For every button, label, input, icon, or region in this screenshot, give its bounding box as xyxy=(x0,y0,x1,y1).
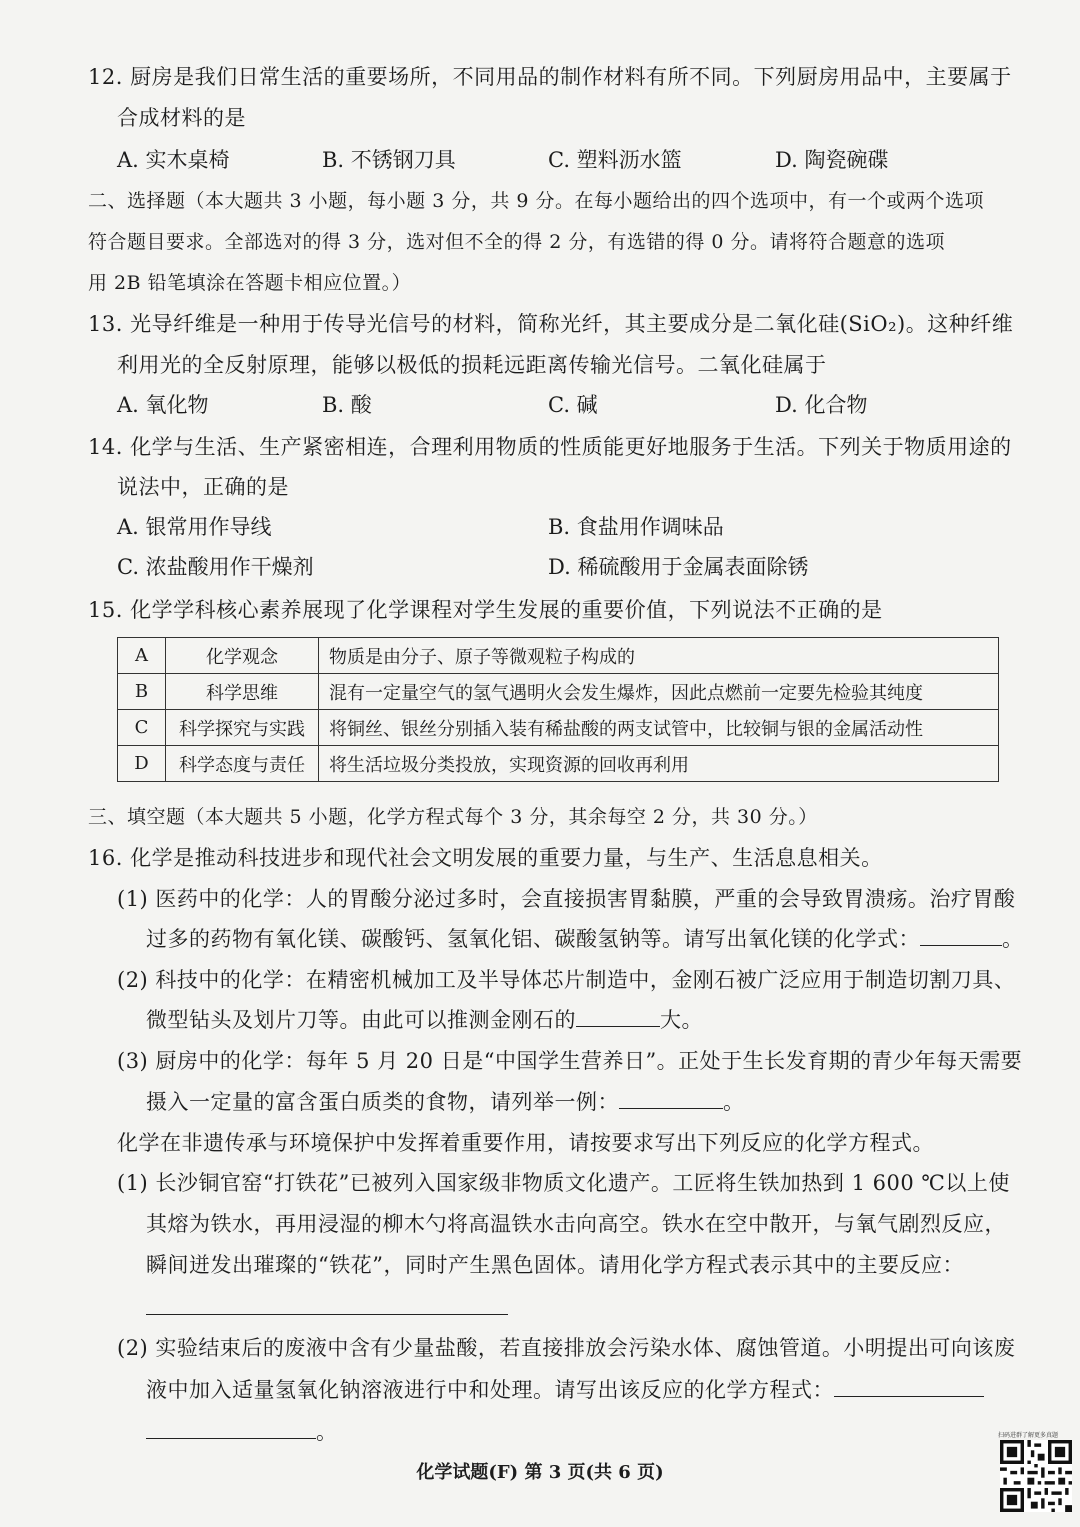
row-statement: 将生活垃圾分类投放，实现资源的回收再利用 xyxy=(319,746,999,782)
q16-part3-text: 摄入一定量的富含蛋白质类的食物，请列举一例： xyxy=(146,1090,619,1114)
q14-option-a: A. 银常用作导线 xyxy=(117,515,272,539)
q16-part1-line2 xyxy=(146,924,1024,954)
row-statement: 将铜丝、银丝分别插入装有稀盐酸的两支试管中，比较铜与银的金属活动性 xyxy=(319,710,999,746)
q17-part2-line3 xyxy=(146,1417,338,1447)
q16-part2-text: 微型钻头及划片刀等。由此可以推测金刚石的 xyxy=(146,1008,576,1032)
row-statement: 混有一定量空气的氢气遇明火会发生爆炸，因此点燃前一定要先检验其纯度 xyxy=(319,674,999,710)
row-key: B xyxy=(118,674,166,710)
q15-table xyxy=(117,637,999,782)
q14-stem-line1: 14. 化学与生活、生产紧密相连，合理利用物质的性质能更好地服务于生活。下列关于物质用途的 xyxy=(88,435,1012,459)
row-aspect: 科学探究与实践 xyxy=(166,710,319,746)
q17-part1-line2: 其熔为铁水，再用浸湿的柳木勺将高温铁水击向高空。铁水在空中散开，与氧气剧烈反应， xyxy=(146,1212,1006,1236)
q14-option-c: C. 浓盐酸用作干燥剂 xyxy=(117,555,314,579)
row-key: D xyxy=(118,746,166,782)
q16-part3-line2 xyxy=(146,1087,745,1117)
row-key: C xyxy=(118,710,166,746)
q14-option-d: D. 稀硫酸用于金属表面除锈 xyxy=(548,555,809,579)
q16-intro: 16. 化学是推动科技进步和现代社会文明发展的重要力量，与生产、生活息息相关。 xyxy=(88,846,883,870)
q17-part2-end: 。 xyxy=(316,1420,338,1444)
q12-stem-line1: 12. 厨房是我们日常生活的重要场所，不同用品的制作材料有所不同。下列厨房用品中，主要属于 xyxy=(88,65,1012,89)
q17-part2-line2 xyxy=(146,1375,984,1405)
q16-part2-end: 大。 xyxy=(660,1008,703,1032)
q13-option-d: D. 化合物 xyxy=(775,393,868,417)
row-aspect: 科学态度与责任 xyxy=(166,746,319,782)
page-footer: 化学试题(F) 第 3 页(共 6 页) xyxy=(416,1462,664,1483)
q13-option-b: B. 酸 xyxy=(322,393,372,417)
section2-heading-line1: 二、选择题（本大题共 3 小题，每小题 3 分，共 9 分。在每小题给出的四个选项中，有一个或两个选项 xyxy=(88,190,985,212)
q13-option-c: C. 碱 xyxy=(548,393,598,417)
section3-heading: 三、填空题（本大题共 5 小题，化学方程式每个 3 分，其余每空 2 分，共 30 分。） xyxy=(88,806,818,828)
row-aspect: 科学思维 xyxy=(166,674,319,710)
qr-code-icon[interactable] xyxy=(1000,1440,1072,1512)
answer-blank[interactable] xyxy=(834,1376,984,1397)
q13-stem-line2: 利用光的全反射原理，能够以极低的损耗远距离传输光信号。二氧化硅属于 xyxy=(117,353,827,377)
q17-part2-text: 液中加入适量氢氧化钠溶液进行中和处理。请写出该反应的化学方程式： xyxy=(146,1378,834,1402)
q14-option-b: B. 食盐用作调味品 xyxy=(548,515,724,539)
q17-intro: 化学在非遗传承与环境保护中发挥着重要作用，请按要求写出下列反应的化学方程式。 xyxy=(117,1131,934,1155)
table-row xyxy=(118,746,999,782)
q16-part1-end: 。 xyxy=(1002,927,1024,951)
table-row xyxy=(118,710,999,746)
q12-stem-line2: 合成材料的是 xyxy=(117,106,246,130)
qr-caption: 扫码进群了解更多真题 xyxy=(998,1432,1059,1439)
section2-heading-line3: 用 2B 铅笔填涂在答题卡相应位置。） xyxy=(88,272,412,294)
answer-blank[interactable] xyxy=(146,1418,316,1439)
q17-part1-line3: 瞬间迸发出璀璨的“铁花”，同时产生黑色固体。请用化学方程式表示其中的主要反应： xyxy=(146,1253,964,1277)
q17-part1-line1: (1) 长沙铜官窑“打铁花”已被列入国家级非物质文化遗产。工匠将生铁加热到 1 600 ℃以上使 xyxy=(117,1171,1010,1195)
q12-option-b: B. 不锈钢刀具 xyxy=(322,148,456,172)
row-statement: 物质是由分子、原子等微观粒子构成的 xyxy=(319,638,999,674)
q16-part1-text: 过多的药物有氧化镁、碳酸钙、氢氧化铝、碳酸氢钠等。请写出氧化镁的化学式： xyxy=(146,927,920,951)
table-row xyxy=(118,674,999,710)
q12-option-d: D. 陶瓷碗碟 xyxy=(775,148,889,172)
q17-part2-line1: (2) 实验结束后的废液中含有少量盐酸，若直接排放会污染水体、腐蚀管道。小明提出可向该废 xyxy=(117,1336,1016,1360)
q12-option-a: A. 实木桌椅 xyxy=(117,148,230,172)
q14-stem-line2: 说法中，正确的是 xyxy=(117,475,289,499)
row-key: A xyxy=(118,638,166,674)
answer-blank[interactable] xyxy=(576,1006,660,1027)
answer-blank[interactable] xyxy=(146,1314,508,1315)
table-row xyxy=(118,638,999,674)
q15-stem: 15. 化学学科核心素养展现了化学课程对学生发展的重要价值，下列说法不正确的是 xyxy=(88,598,883,622)
q16-part1-line1: (1) 医药中的化学：人的胃酸分泌过多时，会直接损害胃黏膜，严重的会导致胃溃疡。治疗胃酸 xyxy=(117,887,1016,911)
q13-option-a: A. 氧化物 xyxy=(117,393,209,417)
q12-option-c: C. 塑料沥水篮 xyxy=(548,148,682,172)
q16-part3-line1: (3) 厨房中的化学：每年 5 月 20 日是“中国学生营养日”。正处于生长发育期的青少年每天需要 xyxy=(117,1049,1023,1073)
q16-part2-line2 xyxy=(146,1005,703,1035)
answer-blank[interactable] xyxy=(920,925,1002,946)
q16-part2-line1: (2) 科技中的化学：在精密机械加工及半导体芯片制造中，金刚石被广泛应用于制造切割刀具、 xyxy=(117,968,1016,992)
answer-blank[interactable] xyxy=(619,1088,723,1109)
row-aspect: 化学观念 xyxy=(166,638,319,674)
section2-heading-line2: 符合题目要求。全部选对的得 3 分，选对但不全的得 2 分，有选错的得 0 分。请将符合题意的选项 xyxy=(88,231,946,253)
q13-stem-line1: 13. 光导纤维是一种用于传导光信号的材料，简称光纤，其主要成分是二氧化硅(SiO₂)。这种纤维 xyxy=(88,312,1014,336)
q16-part3-end: 。 xyxy=(723,1090,745,1114)
